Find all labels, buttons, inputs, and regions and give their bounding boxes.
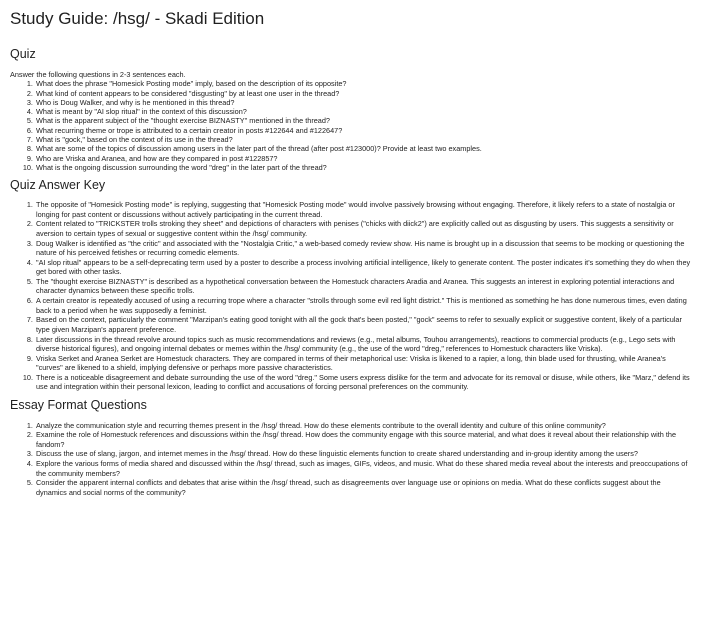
- essay-question: 2. Examine the role of Homestuck references and discussions within the /hsg/ thread. How does the community engage with this source material, and what does it reveal about their relationship with the fandom?: [35, 430, 693, 449]
- essay-question: 5. Consider the apparent internal conflicts and debates that arise within the /hsg/ thread, such as disagreements over language use or opinions on media. What do these conflicts suggest about the dynamics and social norms of the community?: [35, 478, 693, 497]
- quiz-question: 1. What does the phrase "Homesick Posting mode" imply, based on the description of its opposite?: [35, 79, 693, 88]
- answer-item: 2. Content related to "TRICKSTER trolls stroking they sheet" and depictions of characters with penises ("chicks with diick2") are explicitly called out as disgusting by users. This suggests a sensitivity or aversion to certain types of sexual or suggestive content within the /hsg/ community.: [35, 219, 693, 238]
- quiz-heading: Quiz: [10, 47, 36, 61]
- quiz-instructions: Answer the following questions in 2-3 sentences each.: [10, 70, 186, 79]
- quiz-question: 10. What is the ongoing discussion surrounding the word "dreg" in the later part of the thread?: [35, 163, 693, 172]
- essay-question: 1. Analyze the communication style and recurring themes present in the /hsg/ thread. How do these elements contribute to the overall identity and culture of this online community?: [35, 421, 693, 430]
- essay-question: 3. Discuss the use of slang, jargon, and internet memes in the /hsg/ thread. How do these linguistic elements function to create shared understanding and in-group identity among the users?: [35, 449, 693, 458]
- quiz-question: 9. Who are Vriska and Aranea, and how are they compared in post #122857?: [35, 154, 693, 163]
- essay-heading: Essay Format Questions: [10, 397, 147, 412]
- quiz-question: 4. What is meant by "AI slop ritual" in the context of this discussion?: [35, 107, 693, 116]
- answer-item: 9. Vriska Serket and Aranea Serket are Homestuck characters. They are compared in terms of their metaphorical use: Vriska is likened to a rapier, a long, thin blade used for thrusting, while Aranea's "curves" are likened to a shield, implying defensive or perhaps more passive characteristics.: [35, 354, 693, 373]
- page-title: Study Guide: /hsg/ - Skadi Edition: [10, 9, 265, 28]
- quiz-question: 2. What kind of content appears to be considered "disgusting" by at least one user in the thread?: [35, 89, 693, 98]
- answer-item: 4. "AI slop ritual" appears to be a self-deprecating term used by a poster to describe a process involving artificial intelligence, likely to generate content. The poster indicates it's something they do when they get bored with other tasks.: [35, 258, 693, 277]
- quiz-question-list: [10, 79, 693, 172]
- essay-question: 4. Explore the various forms of media shared and discussed within the /hsg/ thread, such as images, GIFs, videos, and music. What do these shared media reveal about the interests and preoccupations of the community members?: [35, 459, 693, 478]
- answer-item: 3. Doug Walker is identified as "the critic" and associated with the "Nostalgia Critic," a web-based comedy review show. His name is brought up in a discussion that seems to be mocking or questioning the nature of his perceived fetishes or recurring comedic elements.: [35, 239, 693, 258]
- quiz-question: 7. What is "gock," based on the context of its use in the thread?: [35, 135, 693, 144]
- essay-question-list: [10, 421, 693, 497]
- quiz-question: 6. What recurring theme or trope is attributed to a certain creator in posts #122644 and #122647?: [35, 126, 693, 135]
- answer-item: 1. The opposite of "Homesick Posting mode" is replying, suggesting that "Homesick Posting mode" would involve passively browsing without engaging. Therefore, it likely refers to a state of nostalgia or longing for past content or discussions without actively participating in the current thread.: [35, 200, 693, 219]
- quiz-question: 5. What is the apparent subject of the "thought exercise BIZNASTY" mentioned in the thread?: [35, 116, 693, 125]
- answer-item: 5. The "thought exercise BIZNASTY" is described as a hypothetical conversation between the Homestuck characters Aradia and Aranea. This suggests an interest in exploring potential interactions and character dynamics between these specific trolls.: [35, 277, 693, 296]
- answer-item: 10. There is a noticeable disagreement and debate surrounding the use of the word "dreg." Some users express dislike for the term and advocate for its removal or disuse, while others, like "Marz," defend its use and integration within their personal lexicon, leading to conflict and accusations of forcing personal preferences on the community.: [35, 373, 693, 392]
- quiz-question: 3. Who is Doug Walker, and why is he mentioned in this thread?: [35, 98, 693, 107]
- answer-key-heading: Quiz Answer Key: [10, 178, 106, 193]
- answer-key-list: [10, 200, 693, 391]
- answer-item: 6. A certain creator is repeatedly accused of using a recurring trope where a character "strolls through some evil red light district." This is mentioned as something he has done numerous times, even dating back to a period when he was supposedly a feminist.: [35, 296, 693, 315]
- quiz-question: 8. What are some of the topics of discussion among users in the later part of the thread (after post #123000)? Provide at least two examples.: [35, 144, 693, 153]
- answer-item: 7. Based on the context, particularly the comment "Marzipan's eating good tonight with all the gock that's been posted," "gock" seems to refer to sexually explicit or suggestive content, likely of a particular type given Marzipan's apparent preference.: [35, 315, 693, 334]
- answer-item: 8. Later discussions in the thread revolve around topics such as music recommendations and reviews (e.g., metal albums, Touhou arrangements), reactions to commercial products (e.g., Lego sets with diverse historical figures), and ongoing internal debates or memes within the /hsg/ community (e.g., the use of the word "dreg," references to Homestuck characters like Vriska).: [35, 335, 693, 354]
